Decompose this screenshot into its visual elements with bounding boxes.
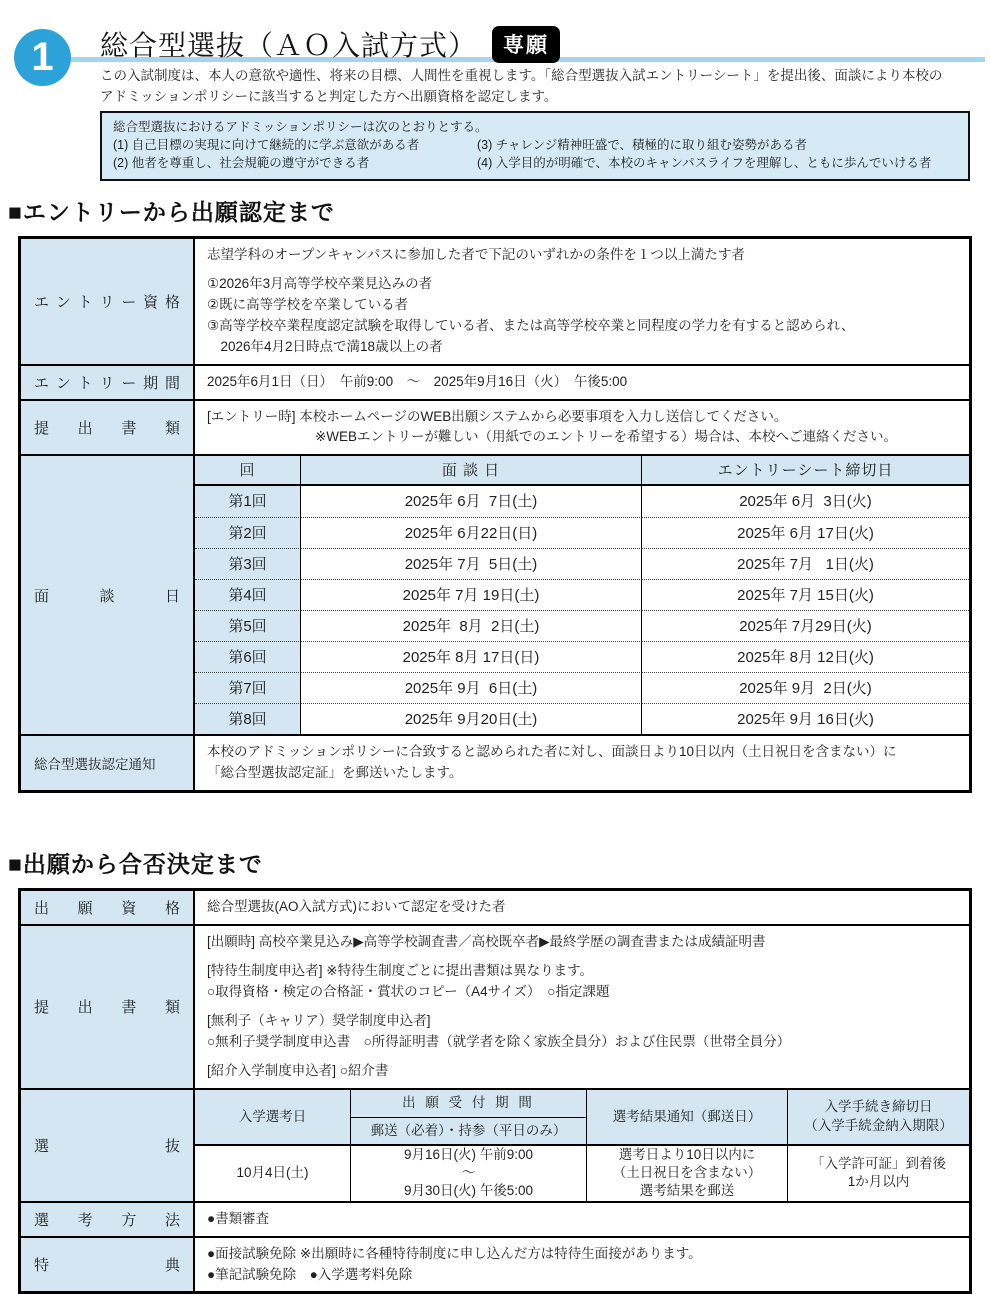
selection-method-value: ●書類審査 [207,1210,270,1226]
interview-round: 第7回 [195,672,301,703]
intro-line-2: アドミッションポリシーに該当すると判定した方へ出願資格を認定します。 [100,88,558,104]
interview-subtable [195,456,969,734]
selection-exam-date-value: 10月4日(土) [195,1144,351,1201]
section-heading-application: ■出願から合否決定まで [8,851,263,878]
interview-deadline: 2025年 9月 2日(火) [642,672,969,703]
interview-round: 第2回 [195,517,301,548]
interview-date: 2025年 9月20日(土) [301,703,642,734]
interview-deadline: 2025年 7月29日(火) [642,610,969,641]
label-benefits: 特典 [21,1238,195,1292]
interview-round: 第8回 [195,703,301,734]
interview-round: 第4回 [195,579,301,610]
selection-result-value: 選考日より10日以内に （土日祝日を含まない） 選考結果を郵送 [587,1144,788,1201]
entry-table [18,236,972,793]
interview-round: 第1回 [195,486,301,517]
selection-col-procedure-deadline: 入学手続き締切日 （入学手続金納入期限） [788,1090,969,1144]
selection-acceptance-value: 9月16日(火) 午前9:00 〜 9月30日(火) 午後5:00 [351,1144,587,1201]
policy-heading: 総合型選抜におけるアドミッションポリシーは次のとおりとする。 [113,120,488,134]
row-interview-dates [21,454,969,734]
interview-deadline: 2025年 7月 1日(火) [642,548,969,579]
selection-acceptance-method: 郵送（必着）・持参（平日のみ） [351,1117,587,1144]
selection-col-acceptance-period: 出 願 受 付 期 間 [351,1090,587,1117]
row-entry-period [21,364,969,399]
intro-line-1: この入試制度は、本人の意欲や適性、将来の目標、人間性を重視します。「総合型選抜入試エントリーシート」を提出後、面談により本校の [100,68,943,83]
policy-item-3: (3) チャレンジ精神旺盛で、積極的に取り組む姿勢がある者 [477,138,808,153]
policy-item-2: (2) 他者を尊重し、社会規範の遵守ができる者 [113,156,370,171]
certification-notice-content: 本校のアドミッションポリシーに合致すると認められた者に対し、面談日より10日以内（土日祝日を含まない）に 「総合型選抜認定証」を郵送いたします。 [207,744,897,781]
row-application-eligibility [21,891,969,924]
label-interview-date: 面談日 [21,456,195,734]
label-selection-method: 選考方法 [21,1203,195,1236]
section-number: 1 [31,35,54,79]
label-selection: 選抜 [21,1090,195,1201]
row-application-documents [21,924,969,1088]
selection-deadline-value: 「入学許可証」到着後 1か月以内 [788,1144,969,1201]
row-certification-notice [21,734,969,790]
section-heading-entry: ■エントリーから出願認定まで [8,199,335,225]
policy-item-1: (1) 自己目標の実現に向けて継続的に学ぶ意欲がある者 [113,138,420,153]
label-application-eligibility: 出願資格 [21,891,195,924]
interview-date: 2025年 8月 17日(日) [301,641,642,672]
interview-date: 2025年 6月 7日(土) [301,486,642,517]
page-title: 総合型選抜（ＡＯ入試方式） [100,30,478,61]
application-table [18,888,972,1294]
interview-deadline: 2025年 6月 3日(火) [739,493,872,511]
benefits-content: ●面接試験免除 ※出願時に各種特待制度に申し込んだ方は特待生面接があります。 ●筆記試験免除 ●入学選考料免除 [207,1245,702,1282]
interview-col-date: 面 談 日 [301,456,642,486]
interview-col-deadline: エントリーシート締切日 [642,456,969,486]
admission-policy-box [100,111,970,181]
row-selection [21,1088,969,1201]
application-eligibility-value: 総合型選抜(AO入試方式)において認定を受けた者 [207,899,506,915]
interview-deadline: 2025年 8月 12日(火) [642,641,969,672]
interview-deadline: 2025年 9月 16日(火) [642,703,969,734]
row-entry-documents [21,399,969,455]
entry-documents-content: [エントリー時] 本校ホームページのWEB出願システムから必要事項を入力し送信してください。 ※WEBエントリーが難しい（用紙でのエントリーを希望する）場合は、本校へご連絡ください。 [207,408,898,445]
interview-round: 第6回 [195,641,301,672]
interview-round: 第3回 [195,548,301,579]
label-entry-qualification: エントリー資格 [21,239,195,364]
interview-round: 第5回 [195,610,301,641]
selection-col-exam-date: 入学選考日 [195,1090,351,1144]
page-header [0,0,990,178]
selection-subtable [195,1090,969,1201]
row-benefits [21,1236,969,1292]
entry-qualification-content: 志望学科のオープンキャンパスに参加した者で下記のいずれかの条件を１つ以上満たす者 ①2026年3月高等学校卒業見込みの者 ②既に高等学校を卒業している者 ③高等学校卒業程度認定試験を取得している者、または高等学校卒業と同程度の学力を有すると認められ、 2026年4月2日時点で満18歳以上の者 [207,247,855,354]
interview-date: 2025年 6月22日(日) [301,517,642,548]
policy-item-4: (4) 入学目的が明確で、本校のキャンパスライフを理解し、ともに歩んでいける者 [477,156,932,171]
application-documents-content: [出願時] 高校卒業見込み▶高等学校調査書／高校既卒者▶最終学歴の調査書または成績証明書 [特待生制度申込者] ※特待生制度ごとに提出書類は異なります。 ○取得資格・検定の合格証・賞状のコピー（A4サイズ） ○指定課題 [無利子（キャリア）奨学制度申込者] ○無利子奨学制度申込書 ○所得証明書（就学者を除く家族全員分）および住民票（世帯全員分） [紹介入学制度申込者] ○紹介書 [207,934,791,1078]
interview-col-round: 回 [195,456,301,486]
interview-deadline: 2025年 6月 17日(火) [642,517,969,548]
sengan-badge: 専願 [492,26,560,63]
intro-paragraph [100,66,980,108]
row-selection-method [21,1201,969,1236]
label-entry-period: エントリー期間 [21,366,195,399]
selection-col-result-notice: 選考結果通知（郵送日） [587,1090,788,1144]
label-application-documents: 提出書類 [21,926,195,1088]
row-entry-qualification [21,239,969,364]
interview-date: 2025年 8月 2日(土) [301,610,642,641]
interview-date: 2025年 9月 6日(土) [301,672,642,703]
label-certification-notice: 総合型選抜認定通知 [21,736,195,790]
label-entry-documents: 提出書類 [21,401,195,455]
interview-deadline: 2025年 7月 15日(火) [642,579,969,610]
interview-date: 2025年 7月 19日(土) [301,579,642,610]
section-number-badge [14,29,71,86]
entry-period-value: 2025年6月1日（日） 午前9:00 ～ 2025年9月16日（火） 午後5:00 [207,373,628,389]
interview-date: 2025年 7月 5日(土) [301,548,642,579]
